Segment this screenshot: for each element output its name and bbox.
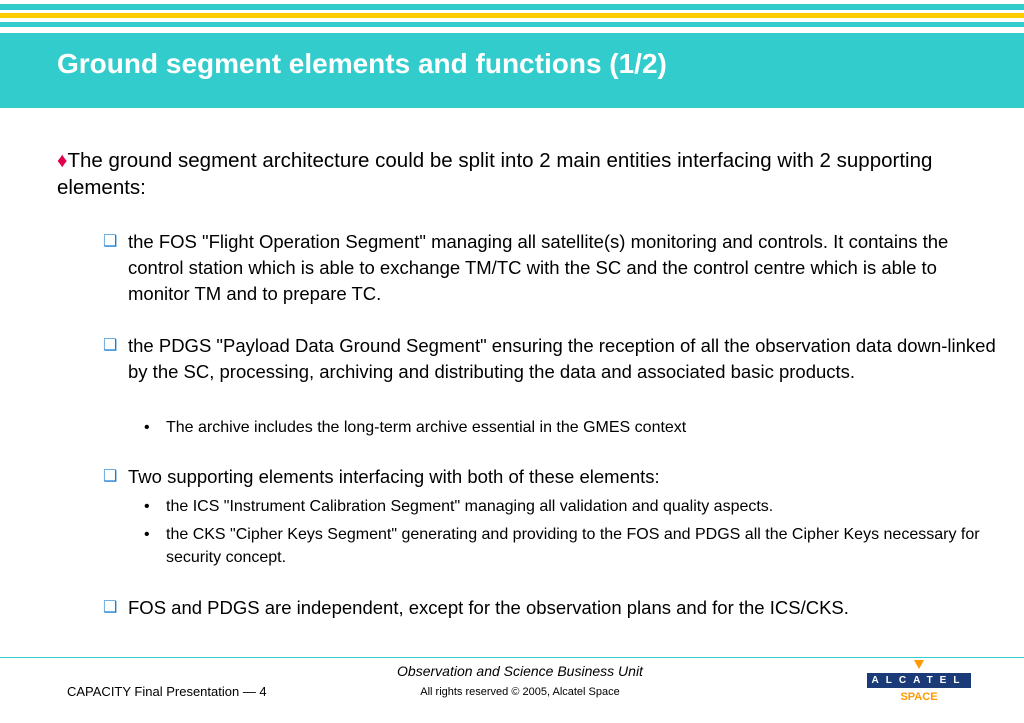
list-item-text: the PDGS "Payload Data Ground Segment" ensuring the reception of all the observation data down-linked by the SC, processing, archiving and distributing the data and associated basic products. — [128, 335, 996, 382]
checkbox-bullet-icon: ❑ — [103, 233, 118, 250]
list-item-pdgs — [103, 333, 998, 385]
sub-item-archive — [144, 416, 996, 439]
sub-item-text: the CKS "Cipher Keys Segment" generating and providing to the FOS and PDGS all the Cipher Keys necessary for security concept. — [166, 526, 980, 566]
alcatel-space-logo — [867, 660, 971, 708]
logo-wordmark: ALCATEL — [867, 673, 971, 688]
list-item-independent — [103, 595, 998, 621]
copyright-text: All rights reserved © 2005, Alcatel Space — [420, 686, 620, 698]
list-item-text: Two supporting elements interfacing with both of these elements: — [128, 466, 660, 487]
sub-item-ics — [144, 495, 996, 518]
sub-item-text: the ICS "Instrument Calibration Segment" managing all validation and quality aspects. — [166, 498, 774, 515]
top-stripe-yellow — [0, 13, 1024, 18]
intro-paragraph — [57, 147, 987, 201]
intro-text: The ground segment architecture could be split into 2 main entities interfacing with 2 supporting elements: — [57, 149, 933, 199]
dot-bullet-icon: • — [144, 419, 150, 436]
sub-item-text: The archive includes the long-term archive essential in the GMES context — [166, 419, 687, 436]
top-stripe-teal-2 — [0, 22, 1024, 27]
checkbox-bullet-icon: ❑ — [103, 337, 118, 354]
list-item-text: FOS and PDGS are independent, except for the observation plans and for the ICS/CKS. — [128, 597, 849, 618]
logo-space-text: SPACE — [900, 691, 938, 703]
list-item-supporting — [103, 464, 998, 490]
top-stripe-teal — [0, 4, 1024, 10]
list-item-text: the FOS "Flight Operation Segment" managing all satellite(s) monitoring and controls. It contains the control station which is able to exchange TM/TC with the SC and the control centre which is able to monitor TM and to prepare TC. — [128, 231, 949, 304]
checkbox-bullet-icon: ❑ — [103, 468, 118, 485]
list-item-fos — [103, 229, 998, 307]
slide-title: Ground segment elements and functions (1/2) — [57, 48, 667, 79]
presentation-label: CAPACITY Final Presentation — 4 — [67, 684, 267, 699]
footer-divider — [0, 657, 1024, 658]
dot-bullet-icon: • — [144, 526, 150, 543]
checkbox-bullet-icon: ❑ — [103, 599, 118, 616]
logo-triangle-icon — [914, 660, 924, 669]
business-unit-label: Observation and Science Business Unit — [397, 663, 643, 679]
sub-item-cks — [144, 523, 996, 569]
diamond-bullet-icon: ♦ — [57, 149, 68, 172]
dot-bullet-icon: • — [144, 498, 150, 515]
